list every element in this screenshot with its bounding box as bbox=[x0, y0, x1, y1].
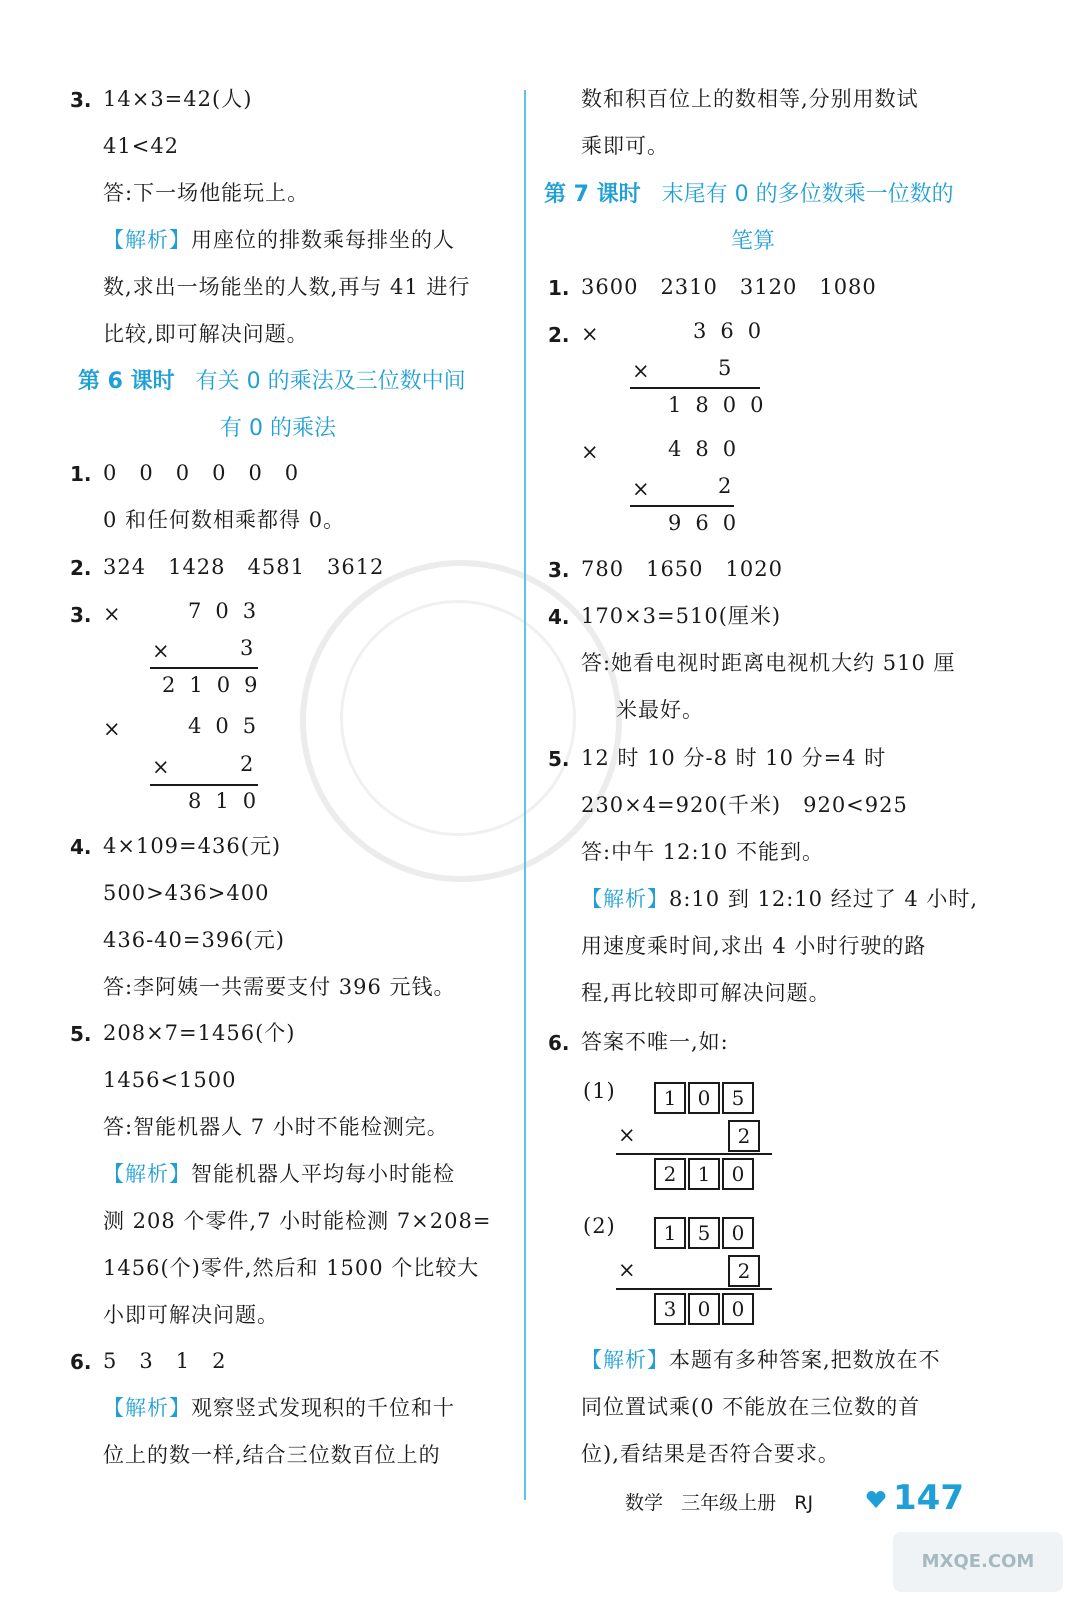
question-number: 5. bbox=[548, 747, 570, 771]
analysis-tag: 【解析】 bbox=[581, 887, 669, 911]
vertical-rule bbox=[616, 1153, 772, 1155]
question-number: 3. bbox=[70, 603, 92, 627]
analysis-text: 观察竖式发现积的千位和十 bbox=[191, 1396, 455, 1420]
digit-box: 5 bbox=[722, 1082, 754, 1114]
column-divider bbox=[524, 90, 526, 1500]
analysis-tag: 【解析】 bbox=[581, 1348, 669, 1372]
text-line: 3600 2310 3120 1080 bbox=[581, 275, 877, 299]
page-number: 147 bbox=[893, 1478, 964, 1518]
vertical-rule bbox=[616, 1288, 772, 1290]
analysis-line bbox=[581, 1345, 941, 1375]
text-line: 0 0 0 0 0 0 bbox=[103, 461, 300, 485]
analysis-line bbox=[581, 884, 978, 914]
digit-box: 1 bbox=[654, 1082, 686, 1114]
vertical-result: 2109 bbox=[162, 673, 272, 697]
lesson-label: 第 6 课时 bbox=[78, 369, 175, 394]
text-line: 500>436>400 bbox=[103, 881, 270, 905]
digit-box-row bbox=[728, 1120, 762, 1152]
text-line: 14×3=42(人) bbox=[103, 87, 253, 111]
watermark-logo: MXQE.COM bbox=[893, 1532, 1063, 1592]
vertical-top: 480 bbox=[668, 437, 751, 461]
text-line: 位上的数一样,结合三位数百位上的 bbox=[103, 1443, 441, 1467]
question-number: 6. bbox=[70, 1350, 92, 1374]
text-line: 比较,即可解决问题。 bbox=[103, 322, 309, 346]
analysis-tag: 【解析】 bbox=[103, 228, 191, 252]
times-sign: × bbox=[152, 639, 171, 663]
text-line: 230×4=920(千米) 920<925 bbox=[581, 793, 908, 817]
watermark-stamp-inner bbox=[340, 600, 576, 836]
vertical-result: 960 bbox=[668, 511, 751, 535]
times-sign: × bbox=[618, 1123, 637, 1147]
vertical-rule bbox=[630, 505, 734, 507]
vertical-top: 405 bbox=[188, 714, 271, 738]
vertical-rule bbox=[150, 784, 258, 786]
text-line: 数和积百位上的数相等,分别用数试 bbox=[581, 87, 919, 111]
vertical-result: 810 bbox=[188, 789, 271, 813]
vertical-rule bbox=[630, 387, 760, 389]
times-sign: × bbox=[618, 1258, 637, 1282]
lesson-title-cont: 有 0 的乘法 bbox=[220, 416, 336, 441]
times-sign: × bbox=[632, 477, 651, 501]
text-line: 答:下一场他能玩上。 bbox=[103, 181, 310, 205]
footer-subject: 数学 bbox=[625, 1492, 664, 1514]
vertical-multiplier: 3 bbox=[240, 636, 268, 660]
vertical-top: 360 bbox=[693, 319, 776, 343]
analysis-tag: 【解析】 bbox=[103, 1162, 191, 1186]
vertical-top: 703 bbox=[188, 599, 271, 623]
text-line: 测 208 个零件,7 小时能检测 7×208= bbox=[103, 1209, 492, 1233]
text-line: 答案不唯一,如: bbox=[581, 1030, 729, 1054]
wrong-mark: × bbox=[581, 440, 600, 464]
digit-box: 5 bbox=[688, 1217, 720, 1249]
case-label: (2) bbox=[583, 1214, 616, 1238]
analysis-text: 用座位的排数乘每排坐的人 bbox=[191, 228, 455, 252]
times-sign: × bbox=[152, 755, 171, 779]
lesson-title: 有关 0 的乘法及三位数中间 bbox=[195, 369, 466, 394]
lesson-heading bbox=[78, 367, 466, 397]
digit-box: 1 bbox=[654, 1217, 686, 1249]
text-line: 米最好。 bbox=[616, 698, 704, 722]
lesson-title: 末尾有 0 的多位数乘一位数的 bbox=[661, 182, 954, 207]
digit-box-row bbox=[654, 1217, 756, 1249]
analysis-text: 本题有多种答案,把数放在不 bbox=[669, 1348, 941, 1372]
text-line: 0 和任何数相乘都得 0。 bbox=[103, 508, 346, 532]
digit-box-row bbox=[654, 1293, 756, 1325]
question-number: 4. bbox=[548, 605, 570, 629]
question-number: 4. bbox=[70, 835, 92, 859]
text-line: 1456<1500 bbox=[103, 1068, 237, 1092]
vertical-multiplier: 5 bbox=[718, 356, 746, 380]
analysis-line bbox=[103, 225, 455, 255]
digit-box: 2 bbox=[728, 1255, 760, 1287]
digit-box: 0 bbox=[722, 1158, 754, 1190]
heart-icon bbox=[865, 1490, 887, 1510]
lesson-label: 第 7 课时 bbox=[544, 182, 641, 207]
text-line: 答:李阿姨一共需要支付 396 元钱。 bbox=[103, 975, 456, 999]
text-line: 208×7=1456(个) bbox=[103, 1021, 296, 1045]
analysis-text: 8:10 到 12:10 经过了 4 小时, bbox=[669, 887, 979, 911]
question-number: 1. bbox=[70, 462, 92, 486]
vertical-multiplier: 2 bbox=[718, 474, 746, 498]
digit-box: 3 bbox=[654, 1293, 686, 1325]
vertical-rule bbox=[150, 667, 258, 669]
case-label: (1) bbox=[583, 1079, 616, 1103]
question-number: 5. bbox=[70, 1022, 92, 1046]
wrong-mark: × bbox=[103, 602, 122, 626]
analysis-text: 智能机器人平均每小时能检 bbox=[191, 1162, 455, 1186]
text-line: 4×109=436(元) bbox=[103, 834, 282, 858]
question-number: 3. bbox=[70, 88, 92, 112]
text-line: 数,求出一场能坐的人数,再与 41 进行 bbox=[103, 275, 471, 299]
digit-box: 0 bbox=[722, 1293, 754, 1325]
digit-box-row bbox=[654, 1082, 756, 1114]
analysis-line bbox=[103, 1159, 455, 1189]
digit-box: 1 bbox=[688, 1158, 720, 1190]
analysis-line bbox=[103, 1393, 455, 1423]
wrong-mark: × bbox=[581, 322, 600, 346]
question-number: 3. bbox=[548, 558, 570, 582]
text-line: 170×3=510(厘米) bbox=[581, 604, 782, 628]
text-line: 同位置试乘(0 不能放在三位数的首 bbox=[581, 1395, 921, 1419]
wrong-mark: × bbox=[103, 717, 122, 741]
lesson-heading bbox=[544, 180, 954, 210]
digit-box: 0 bbox=[722, 1217, 754, 1249]
question-number: 2. bbox=[70, 556, 92, 580]
digit-box-row bbox=[728, 1255, 762, 1287]
text-line: 用速度乘时间,求出 4 小时行驶的路 bbox=[581, 934, 927, 958]
text-line: 436-40=396(元) bbox=[103, 928, 285, 952]
text-line: 答:中午 12:10 不能到。 bbox=[581, 840, 824, 864]
text-line: 12 时 10 分-8 时 10 分=4 时 bbox=[581, 746, 887, 770]
digit-box: 0 bbox=[688, 1082, 720, 1114]
digit-box-row bbox=[654, 1158, 756, 1190]
question-number: 1. bbox=[548, 276, 570, 300]
vertical-result: 1800 bbox=[668, 393, 778, 417]
times-sign: × bbox=[632, 359, 651, 383]
footer-grade: 三年级上册 bbox=[681, 1492, 777, 1514]
text-line: 324 1428 4581 3612 bbox=[103, 555, 385, 579]
lesson-title-cont: 笔算 bbox=[731, 229, 776, 254]
text-line: 程,再比较即可解决问题。 bbox=[581, 981, 831, 1005]
text-line: 答:智能机器人 7 小时不能检测完。 bbox=[103, 1115, 449, 1139]
text-line: 780 1650 1020 bbox=[581, 557, 783, 581]
text-line: 乘即可。 bbox=[581, 134, 669, 158]
text-line: 小即可解决问题。 bbox=[103, 1303, 279, 1327]
text-line: 答:她看电视时距离电视机大约 510 厘 bbox=[581, 651, 956, 675]
question-number: 6. bbox=[548, 1031, 570, 1055]
text-line: 1456(个)零件,然后和 1500 个比较大 bbox=[103, 1256, 480, 1280]
digit-box: 2 bbox=[654, 1158, 686, 1190]
digit-box: 2 bbox=[728, 1120, 760, 1152]
question-number: 2. bbox=[548, 323, 570, 347]
analysis-tag: 【解析】 bbox=[103, 1396, 191, 1420]
footer-edition: RJ bbox=[794, 1492, 814, 1514]
text-line: 5 3 1 2 bbox=[103, 1349, 227, 1373]
vertical-multiplier: 2 bbox=[240, 752, 268, 776]
text-line: 位),看结果是否符合要求。 bbox=[581, 1442, 840, 1466]
page-footer bbox=[625, 1488, 813, 1515]
text-line: 41<42 bbox=[103, 134, 180, 158]
digit-box: 0 bbox=[688, 1293, 720, 1325]
